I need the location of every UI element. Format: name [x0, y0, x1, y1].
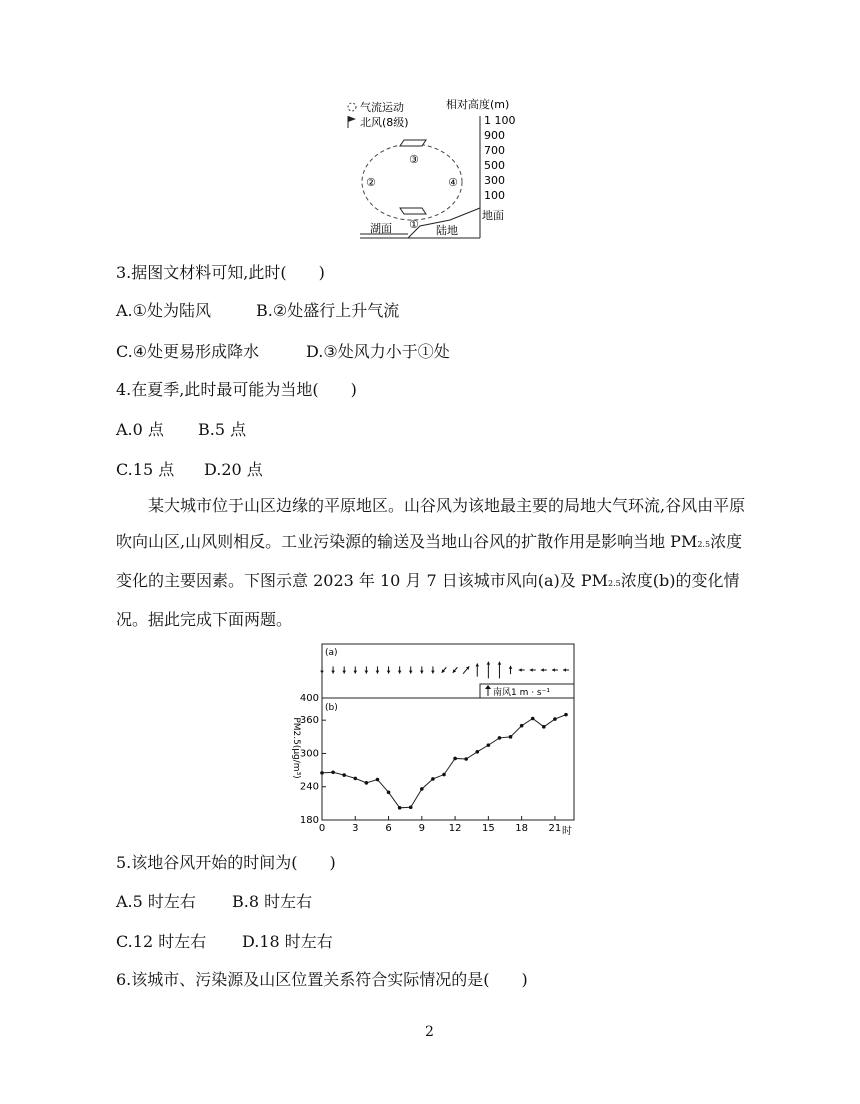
q3-option-c: C.④处更易形成降水 [116, 342, 260, 361]
wind-arrow [509, 666, 513, 674]
point-4: ④ [448, 176, 458, 189]
lake-breeze-diagram [330, 88, 550, 248]
x-tick-label: 3 [352, 823, 359, 834]
wind-arrow [552, 668, 558, 672]
q4-option-c: C.15 点 [116, 460, 175, 479]
wind-arrow [442, 667, 447, 673]
wind-arrow [541, 668, 547, 672]
x-axis-label: 时 [562, 826, 572, 837]
x-tick-label: 9 [418, 823, 426, 834]
q3-option-a: A.①处为陆风 [116, 301, 211, 320]
legend-flow-label: 气流运动 [360, 101, 404, 114]
wind-pm25-chart [284, 640, 584, 840]
q6-stem: 6.该城市、污染源及山区位置关系符合实际情况的是( ) [116, 970, 528, 989]
wind-legend-label: 南风1 m · s⁻¹ [493, 688, 550, 698]
q5-option-d: D.18 时左右 [242, 932, 333, 951]
y-axis-label: PM2.5(μg/m³) [291, 717, 301, 779]
point-2: ② [366, 176, 376, 189]
pm25-point [353, 777, 357, 781]
wind-arrow [342, 666, 346, 673]
wind-arrow [431, 666, 435, 673]
tick-label: 100 [484, 189, 505, 202]
wind-arrow [409, 666, 413, 673]
x-tick-label: 18 [515, 823, 529, 834]
passage: 某大城市位于山区边缘的平原地区。山谷风为该地最主要的局地大气环流,谷风由平原吹向山区,山风则相反。工业污染源的输送及当地山谷风的扩散作用是影响当地 PM2.5浓度变化的主要因素。下图示意 2023 年 10 月 7 日该城市风向(a)及 PM2.5浓度(b)的变化情况。据此完成下面两题。 [116, 496, 746, 629]
lake-label: 湖面 [370, 222, 392, 235]
tick-label: 1 100 [484, 114, 516, 127]
q4-option-a: A.0 点 [116, 420, 164, 439]
q5-option-b: B.8 时左右 [232, 892, 313, 911]
tick-label: 700 [484, 144, 505, 157]
wind-arrow [320, 666, 324, 673]
pm25-point [420, 787, 424, 791]
y-tick-label: 240 [299, 781, 319, 793]
pm25-point [398, 806, 402, 810]
panel-a-label: (a) [325, 648, 338, 658]
x-tick-label: 15 [481, 823, 495, 834]
land-label: 陆地 [436, 224, 458, 237]
q5-option-a: A.5 时左右 [116, 892, 196, 911]
q4-option-d: D.20 点 [204, 460, 263, 479]
q3-stem: 3.据图文材料可知,此时( ) [116, 263, 325, 282]
pm25-point [531, 717, 535, 721]
wind-arrow [498, 662, 502, 679]
wind-arrow [331, 666, 335, 673]
pm25-point [520, 724, 524, 728]
x-tick-label: 0 [318, 823, 326, 834]
point-1: ① [409, 218, 419, 231]
panel-b-label: (b) [325, 703, 338, 713]
x-tick-label: 12 [448, 823, 462, 834]
wind-arrow [563, 668, 569, 672]
wind-arrow [475, 663, 479, 676]
pm25-point [342, 773, 346, 777]
pm25-point [509, 735, 513, 739]
q5-option-c: C.12 时左右 [116, 932, 207, 951]
wind-arrow [420, 666, 424, 673]
pm25-point [542, 725, 546, 729]
point-3: ③ [409, 153, 419, 166]
wind-arrow [463, 666, 469, 673]
tick-label: 900 [484, 129, 505, 142]
wind-arrow [376, 666, 380, 673]
q5-stem: 5.该地谷风开始的时间为( ) [116, 853, 336, 872]
pm25-point [498, 736, 502, 740]
y-tick-label: 300 [299, 748, 319, 760]
pm25-point [409, 805, 413, 809]
legend-wind-label: 北风(8级) [360, 116, 409, 129]
x-tick-label: 6 [385, 823, 392, 834]
pm25-point [442, 773, 446, 777]
q3-option-d: D.③处风力小于①处 [306, 342, 450, 361]
page-number: 2 [425, 1024, 434, 1040]
pm25-point [475, 750, 479, 754]
pm25-point [453, 757, 457, 761]
wind-arrow [353, 666, 357, 673]
wind-arrow [487, 662, 491, 679]
q3-option-b: B.②处盛行上升气流 [256, 301, 400, 320]
wind-arrow [530, 668, 536, 672]
y-tick-label: 400 [299, 693, 319, 704]
wind-arrow [519, 668, 525, 672]
pm25-point [331, 771, 335, 775]
pm25-point [553, 717, 557, 721]
pm25-point [320, 771, 324, 775]
y-tick-label: 180 [299, 815, 319, 826]
wind-arrow [387, 666, 391, 673]
ground-label: 地面 [482, 209, 504, 222]
wind-arrow [453, 667, 458, 673]
wind-arrow [365, 666, 369, 673]
pm25-point [376, 778, 380, 782]
pm25-series-line [322, 715, 566, 808]
q4-stem: 4.在夏季,此时最可能为当地( ) [116, 380, 357, 399]
panel-b-frame [322, 698, 574, 820]
q4-option-b: B.5 点 [198, 420, 247, 439]
pm25-point [564, 713, 568, 717]
y-tick-label: 360 [299, 715, 319, 727]
tick-label: 300 [484, 174, 505, 187]
pm25-point [365, 781, 369, 785]
axis-title: 相对高度(m) [446, 98, 510, 111]
pm25-point [387, 790, 391, 794]
pm25-point [487, 743, 491, 747]
wind-arrow [398, 666, 402, 673]
tick-label: 500 [484, 159, 505, 172]
x-tick-label: 21 [548, 823, 562, 834]
pm25-point [431, 777, 435, 781]
pm25-point [464, 757, 468, 761]
